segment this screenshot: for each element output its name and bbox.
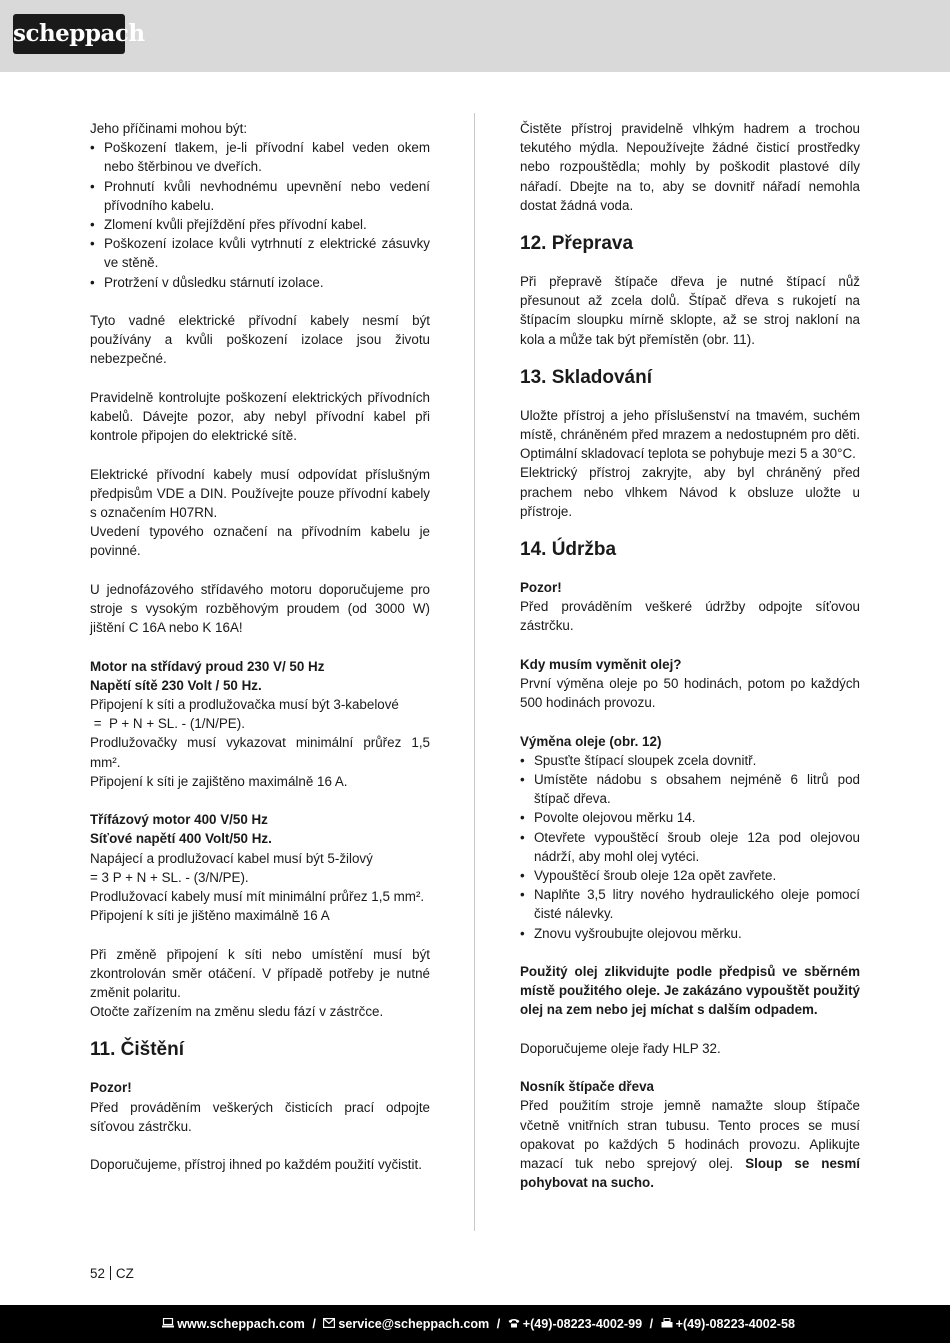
three-phase-title: Třífázový motor 400 V/50 Hz (90, 812, 268, 828)
list-item: • Vypouštěcí šroub oleje 12a opět zavřete. (520, 866, 860, 885)
separator: / (496, 1317, 501, 1331)
list-item: • Prohnutí kvůli nevhodnému upevnění nebo vedení přívodního kabelu. (90, 177, 430, 215)
scheppach-logo: scheppach (13, 14, 125, 54)
paragraph-storage: Uložte přístroj a jeho příslušenství na tmavém, suchém místě, chráněném před mrazem a nedostupném pro děti. Optimální skladovací teplota se pohybuje mezi 5 a 30°C. (520, 407, 860, 462)
section-heading-transport: 12. Přeprava (520, 233, 634, 255)
warning-title: Pozor! (90, 1080, 132, 1096)
list-item: • Znovu vyšroubujte olejovou měrku. (520, 924, 860, 943)
list-item: • Poškození tlakem, je-li přívodní kabel veden okem nebo štěrbinou ve dveřích. (90, 138, 430, 176)
paragraph-cleaning: Čistěte přístroj pravidelně vlhkým hadrem a trochou tekutého mýdla. Nepoužívejte žádné čisticí prostředky nebo rozpouštědla; mohly by poškodit plastové díly nářadí. Dbejte na to, aby se dovnitř nářadí nemohla dostat žádná voda. (520, 121, 860, 213)
oil-disposal-warning: Použitý olej zlikvidujte podle předpisů ve sběrném místě použitého oleje. Je zakázáno vypouštět použitý olej na zem nebo jej míchat s dalším odpadem. (520, 964, 860, 1018)
list-item: • Poškození izolace kvůli vytrhnutí z elektrické zásuvky ve stěně. (90, 234, 430, 272)
three-phase-voltage: Síťové napětí 400 Volt/50 Hz. (90, 831, 272, 847)
fax-icon (661, 1305, 673, 1343)
paragraph-defective-cables: Tyto vadné elektrické přívodní kabely nesmí být používány a kvůli poškození izolace jsou životu nebezpečné. (90, 313, 430, 367)
oil-question-title: Kdy musím vyměnit olej? (520, 656, 682, 672)
ac-motor-line: Připojení k síti a prodlužovačka musí být 3-kabelové (90, 697, 399, 713)
section-heading-storage: 13. Skladování (520, 366, 653, 388)
contact-bar (0, 1305, 950, 1343)
separator: / (312, 1317, 316, 1331)
paragraph-storage-cover: Elektrický přístroj zakryjte, aby byl chráněný před prachem nebo vlhkem Návod k obsluze uložte u přístroje. (520, 465, 860, 519)
beam-warning: Sloup se nesmí pohybovat na sucho. (520, 1156, 860, 1191)
paragraph-rotation: Při změně připojení k síti nebo umístění musí být zkontrolován směr otáčení. V případě potřeby je nutné změnit polaritu. (90, 946, 430, 1001)
page-footer (90, 1265, 134, 1283)
fax-number: +(49)-08223-4002-58 (675, 1317, 795, 1331)
causes-list (90, 138, 430, 292)
oil-question-text: První výměna oleje po 50 hodinách, potom po každých 500 hodinách provozu. (520, 676, 860, 711)
ac-motor-line: = P + N + SL. - (1/N/PE). (90, 716, 245, 732)
beam-text: Před použitím stroje jemně namažte sloup štípače včetně vnitřních stran tubusu. Tento proces se musí opakovat po každých 5 hodinách provozu. Aplikujte mazací tuk nebo sprejový olej. (520, 1098, 860, 1172)
list-item: • Umístěte nádobu s obsahem nejméně 6 litrů pod štípač dřeva. (520, 770, 860, 808)
paragraph-check-cables: Pravidelně kontrolujte poškození elektrických přívodních kabelů. Dávejte pozor, aby nebyl přívodní kabel při kontrole připojen do elektrické sítě. (90, 389, 430, 444)
ac-motor-line: Připojení k síti je zajištěno maximálně 16 A. (90, 773, 348, 789)
footer-separator (110, 1266, 111, 1280)
beam-paragraph (520, 1096, 860, 1192)
ac-motor-title: Motor na střídavý proud 230 V/ 50 Hz (90, 658, 325, 674)
three-phase-line: = 3 P + N + SL. - (3/N/PE). (90, 869, 249, 885)
oil-change-steps (520, 751, 860, 943)
list-item: • Protržení v důsledku stárnutí izolace. (90, 273, 430, 292)
envelope-icon (323, 1305, 335, 1343)
oil-recommendation: Doporučujeme oleje řady HLP 32. (520, 1040, 721, 1056)
paragraph-type-marking: Uvedení typového označení na přívodním kabelu je povinné. (90, 524, 430, 559)
section-heading-cleaning: 11. Čištění (90, 1039, 184, 1061)
ac-motor-voltage: Napětí sítě 230 Volt / 50 Hz. (90, 677, 262, 693)
list-item: • Otevřete vypouštěcí šroub oleje 12a pod olejovou nádrží, aby mohl olej vytéci. (520, 828, 860, 866)
paragraph-single-phase: U jednofázového střídavého motoru doporučujeme pro stroje s vysokým rozběhovým proudem (od 3000 W) jištění C 16A nebo K 16A! (90, 581, 430, 636)
list-item: • Povolte olejovou měrku 14. (520, 808, 860, 827)
ac-motor-line: Prodlužovačky musí vykazovat minimální průřez 1,5 mm². (90, 735, 430, 770)
three-phase-line: Připojení k síti je jištěno maximálně 16 A (90, 908, 330, 924)
paragraph-clean-recommend: Doporučujeme, přístroj ihned po každém použití vyčistit. (90, 1157, 422, 1173)
three-phase-line: Napájecí a prodlužovací kabel musí být 5-žilový (90, 850, 373, 866)
warning-title: Pozor! (520, 580, 562, 596)
list-item: • Spusťte štípací sloupek zcela dovnitř. (520, 751, 860, 770)
warning-text: Před prováděním veškerých čisticích prací odpojte síťovou zástrčku. (90, 1099, 430, 1134)
phone-number: +(49)-08223-4002-99 (522, 1317, 643, 1331)
right-column (520, 119, 860, 1192)
website-link[interactable]: www.scheppach.com (177, 1317, 305, 1331)
header-bar (0, 0, 950, 72)
oil-change-title: Výměna oleje (obr. 12) (520, 733, 662, 749)
column-divider (474, 113, 475, 1231)
telephone-icon (508, 1305, 520, 1343)
paragraph-rotate-device: Otočte zařízením na změnu sledu fází v zástrčce. (90, 1004, 384, 1020)
warning-text: Před prováděním veškeré údržby odpojte síťovou zástrčku. (520, 599, 860, 634)
section-heading-maintenance: 14. Údržba (520, 539, 617, 561)
paragraph-vde: Elektrické přívodní kabely musí odpovídat příslušným předpisům VDE a DIN. Používejte pouze přívodní kabely s označením H07RN. (90, 466, 430, 521)
page-number: 52 (90, 1266, 105, 1281)
beam-title: Nosník štípače dřeva (520, 1079, 654, 1095)
causes-intro: Jeho příčinami mohou být: (90, 121, 248, 136)
page-language: CZ (115, 1266, 134, 1281)
list-item: • Naplňte 3,5 litry nového hydraulického oleje pomocí čisté nálevky. (520, 885, 860, 923)
three-phase-line: Prodlužovací kabely musí mít minimální průřez 1,5 mm². (90, 889, 425, 905)
separator: / (649, 1317, 654, 1331)
list-item: • Zlomení kvůli přejíždění přes přívodní kabel. (90, 215, 430, 234)
computer-icon (162, 1305, 174, 1343)
paragraph-transport: Při přepravě štípače dřeva je nutné štípací nůž přesunout až zcela dolů. Štípač dřeva s rukojetí na štípacím sloupku mírně sklopte, až se stroj nakloní na kola a může tak být přemístěn (obr. 11). (520, 274, 860, 347)
email-link[interactable]: service@scheppach.com (338, 1317, 490, 1331)
left-column (90, 119, 430, 1174)
